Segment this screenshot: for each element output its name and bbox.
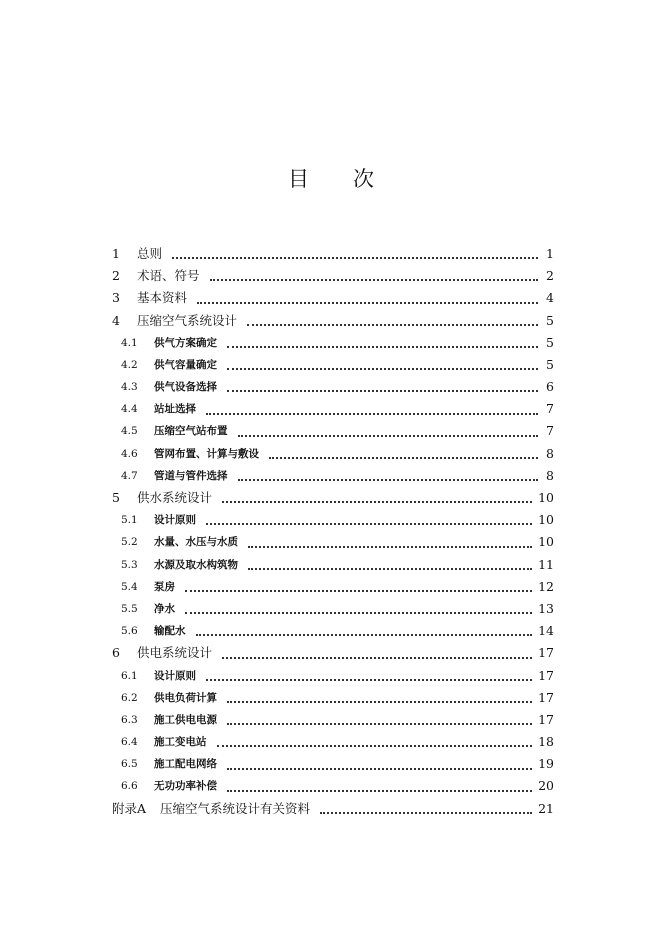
toc-entry-page: 21 (538, 800, 554, 816)
toc-entry-page: 5 (546, 334, 554, 350)
toc-entry-page: 14 (538, 623, 554, 639)
dot-leader (196, 634, 533, 636)
toc-entry[interactable] (112, 421, 554, 443)
toc-entry-title: 输配水 (154, 625, 186, 638)
toc-entry-page: 17 (538, 689, 554, 705)
dot-leader (222, 501, 532, 503)
toc-entry[interactable] (112, 509, 554, 531)
toc-entry-title: 净水 (154, 602, 175, 615)
toc-entry-page: 4 (546, 290, 554, 306)
toc-entry-page: 6 (546, 379, 554, 395)
dot-leader (227, 723, 532, 725)
toc-entry-number: 5.4 (121, 580, 138, 593)
page-title-char-1: 目 (288, 167, 309, 191)
toc-entry[interactable] (112, 398, 554, 420)
toc-entry-page: 20 (538, 778, 554, 794)
toc-entry-page: 5 (546, 312, 554, 328)
toc-entry-number: 附录A (112, 800, 147, 816)
dot-leader (238, 435, 539, 437)
toc-entry-page: 5 (546, 356, 554, 372)
toc-entry-page: 12 (538, 578, 554, 594)
toc-entry-title: 水源及取水构筑物 (154, 558, 238, 571)
table-of-contents (112, 243, 554, 820)
toc-entry[interactable] (112, 265, 554, 287)
toc-entry-number: 6.2 (121, 691, 138, 704)
toc-entry[interactable] (112, 554, 554, 576)
toc-entry-page: 10 (538, 490, 554, 506)
dot-leader (206, 679, 532, 681)
dot-leader (238, 479, 539, 481)
dot-leader (185, 590, 532, 592)
toc-entry-number: 5.6 (121, 625, 138, 638)
dot-leader (217, 745, 533, 747)
toc-entry-page: 10 (538, 534, 554, 550)
dot-leader (227, 368, 538, 370)
toc-entry-title: 供气容量确定 (154, 358, 217, 371)
toc-entry-page: 8 (546, 445, 554, 461)
toc-entry-title: 施工配电网络 (154, 758, 217, 771)
toc-entry-number: 4.7 (121, 469, 138, 482)
toc-entry[interactable] (112, 753, 554, 775)
toc-entry-number: 4.3 (121, 381, 138, 394)
toc-entry-page: 17 (538, 711, 554, 727)
toc-entry-title: 无功功率补偿 (154, 780, 217, 793)
toc-entry[interactable] (112, 531, 554, 553)
dot-leader (227, 790, 532, 792)
toc-entry-number: 1 (112, 245, 120, 261)
toc-entry-number: 4.1 (121, 336, 138, 349)
toc-entry-title: 基本资料 (137, 290, 188, 306)
toc-entry-page: 1 (546, 245, 554, 261)
dot-leader (185, 612, 532, 614)
dot-leader (247, 324, 538, 326)
toc-entry-title: 供水系统设计 (137, 490, 213, 506)
toc-entry-title: 供电负荷计算 (154, 691, 217, 704)
toc-entry[interactable] (112, 798, 554, 820)
toc-entry[interactable] (112, 642, 554, 664)
page-title (0, 163, 662, 193)
toc-entry-number: 6.5 (121, 758, 138, 771)
toc-entry-number: 5.5 (121, 602, 138, 615)
toc-entry-number: 6.3 (121, 713, 138, 726)
dot-leader (197, 302, 538, 304)
dot-leader (206, 413, 538, 415)
toc-entry-page: 7 (546, 423, 554, 439)
toc-entry-number: 6.4 (121, 736, 138, 749)
toc-entry[interactable] (112, 287, 554, 309)
toc-entry-number: 6.6 (121, 780, 138, 793)
dot-leader (320, 812, 532, 814)
toc-entry[interactable] (112, 487, 554, 509)
toc-entry[interactable] (112, 310, 554, 332)
dot-leader (222, 657, 532, 659)
toc-entry-title: 压缩空气站布置 (154, 425, 228, 438)
toc-entry-title: 总则 (137, 245, 163, 261)
toc-entry-title: 站址选择 (154, 403, 196, 416)
toc-entry-title: 供气方案确定 (154, 336, 217, 349)
toc-entry-title: 施工变电站 (154, 736, 207, 749)
dot-leader (227, 701, 532, 703)
toc-entry[interactable] (112, 620, 554, 642)
toc-entry[interactable] (112, 465, 554, 487)
dot-leader (227, 346, 538, 348)
dot-leader (210, 279, 538, 281)
toc-entry-title: 设计原则 (154, 514, 196, 527)
dot-leader (248, 546, 532, 548)
toc-entry-title: 施工供电电源 (154, 713, 217, 726)
toc-entry-title: 管网布置、计算与敷设 (154, 447, 259, 460)
toc-entry-page: 7 (546, 401, 554, 417)
toc-entry[interactable] (112, 354, 554, 376)
toc-entry-number: 6.1 (121, 669, 138, 682)
toc-entry-title: 压缩空气系统设计 (137, 312, 238, 328)
toc-entry-page: 2 (546, 268, 554, 284)
toc-entry-number: 4 (112, 312, 120, 328)
dot-leader (227, 390, 538, 392)
toc-entry-number: 4.6 (121, 447, 138, 460)
toc-entry[interactable] (112, 665, 554, 687)
toc-entry-title: 管道与管件选择 (154, 469, 228, 482)
toc-entry[interactable] (112, 731, 554, 753)
toc-entry-number: 2 (112, 268, 120, 284)
toc-entry[interactable] (112, 776, 554, 798)
toc-entry-number: 4.4 (121, 403, 138, 416)
toc-entry-title: 压缩空气系统设计有关资料 (160, 800, 311, 816)
toc-entry-number: 5.3 (121, 558, 138, 571)
toc-entry-number: 3 (112, 290, 120, 306)
toc-entry[interactable] (112, 576, 554, 598)
toc-entry-page: 17 (538, 645, 554, 661)
toc-entry-number: 6 (112, 645, 120, 661)
dot-leader (248, 568, 532, 570)
toc-entry-page: 13 (538, 600, 554, 616)
toc-entry-page: 18 (538, 734, 554, 750)
dot-leader (227, 768, 532, 770)
toc-entry-title: 泵房 (154, 580, 175, 593)
page-title-char-2: 次 (353, 167, 374, 191)
dot-leader (172, 257, 538, 259)
toc-entry[interactable] (112, 243, 554, 265)
toc-entry-title: 供气设备选择 (154, 381, 217, 394)
toc-entry-title: 设计原则 (154, 669, 196, 682)
toc-entry[interactable] (112, 709, 554, 731)
toc-entry[interactable] (112, 687, 554, 709)
toc-entry[interactable] (112, 332, 554, 354)
dot-leader (269, 457, 538, 459)
toc-entry-number: 4.2 (121, 358, 138, 371)
toc-entry-number: 5.2 (121, 536, 138, 549)
dot-leader (206, 523, 532, 525)
toc-entry-number: 5.1 (121, 514, 138, 527)
toc-entry-page: 8 (546, 467, 554, 483)
toc-entry[interactable] (112, 598, 554, 620)
toc-entry[interactable] (112, 443, 554, 465)
toc-entry-number: 4.5 (121, 425, 138, 438)
toc-entry-page: 19 (538, 756, 554, 772)
toc-entry-page: 10 (538, 512, 554, 528)
toc-entry-title: 供电系统设计 (137, 645, 213, 661)
toc-entry-title: 术语、符号 (137, 268, 200, 284)
toc-entry-number: 5 (112, 490, 120, 506)
toc-entry-title: 水量、水压与水质 (154, 536, 238, 549)
toc-entry-page: 17 (538, 667, 554, 683)
toc-entry-page: 11 (538, 556, 554, 572)
toc-entry[interactable] (112, 376, 554, 398)
